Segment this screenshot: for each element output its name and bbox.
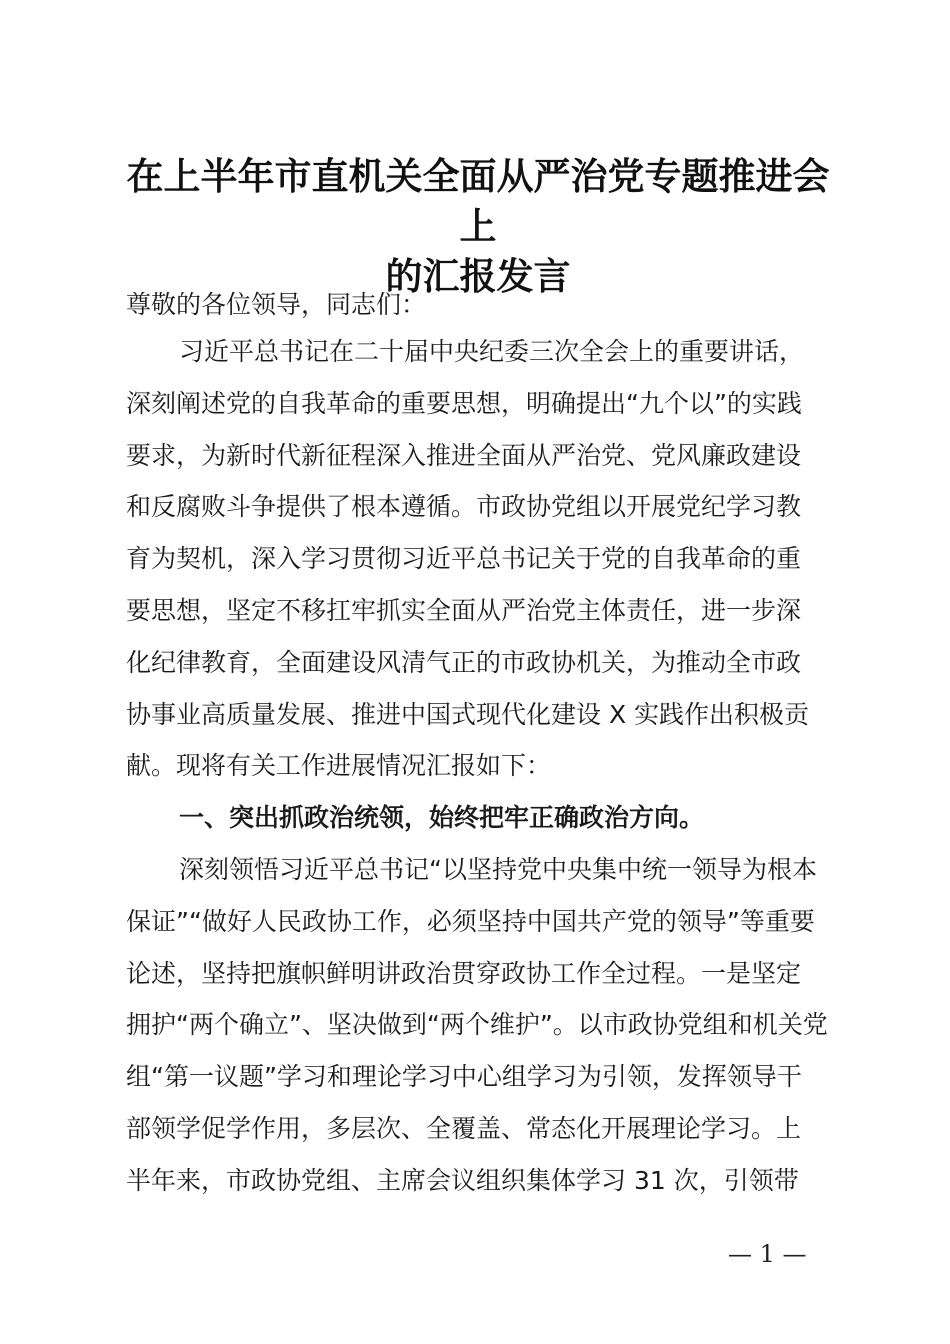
paragraph-line: 保证”“做好人民政协工作，必须坚持中国共产党的领导”等重要 xyxy=(126,906,815,936)
document-body xyxy=(126,326,834,1207)
title-line-1: 在上半年市直机关全面从严治党专题推进会上 xyxy=(126,155,830,248)
paragraph-line: 协事业高质量发展、推进中国式现代化建设 X 实践作出积极贡 xyxy=(126,699,810,729)
paragraph-line: 化纪律教育，全面建设风清气正的市政协机关，为推动全市政 xyxy=(126,647,802,677)
paragraph-line: 论述，坚持把旗帜鲜明讲政治贯穿政协工作全过程。一是坚定 xyxy=(126,958,802,988)
section-heading: 一、突出抓政治统领，始终把牢正确政治方向。 xyxy=(179,803,705,833)
salutation: 尊敬的各位领导，同志们： xyxy=(126,290,427,319)
paragraph-line: 深刻阐述党的自我革命的重要思想，明确提出“九个以”的实践 xyxy=(126,388,802,418)
paragraph-line: 深刻领悟习近平总书记“以坚持党中央集中统一领导为根本 xyxy=(179,854,817,884)
page-number: — 1 — xyxy=(728,1240,807,1268)
paragraph-line: 半年来，市政协党组、主席会议组织集体学习 31 次，引领带 xyxy=(126,1165,799,1195)
paragraph-line: 献。现将有关工作进展情况汇报如下： xyxy=(126,751,552,781)
paragraph-line: 拥护“两个确立”、坚决做到“两个维护”。以市政协党组和机关党 xyxy=(126,1010,828,1040)
paragraph-line: 组“第一议题”学习和理论学习中心组学习为引领，发挥领导干 xyxy=(126,1062,802,1092)
paragraph-line: 育为契机，深入学习贯彻习近平总书记关于党的自我革命的重 xyxy=(126,544,802,574)
title-line-2: 的汇报发言 xyxy=(385,255,571,298)
document-title xyxy=(118,152,838,302)
paragraph-line: 部领学促学作用，多层次、全覆盖、常态化开展理论学习。上 xyxy=(126,1113,802,1143)
paragraph-line: 要求，为新时代新征程深入推进全面从严治党、党风廉政建设 xyxy=(126,440,802,470)
paragraph-line: 习近平总书记在二十届中央纪委三次全会上的重要讲话， xyxy=(179,337,805,366)
paragraph-line: 要思想，坚定不移扛牢抓实全面从严治党主体责任，进一步深 xyxy=(126,595,802,625)
paragraph-line: 和反腐败斗争提供了根本遵循。市政协党组以开展党纪学习教 xyxy=(126,492,802,522)
